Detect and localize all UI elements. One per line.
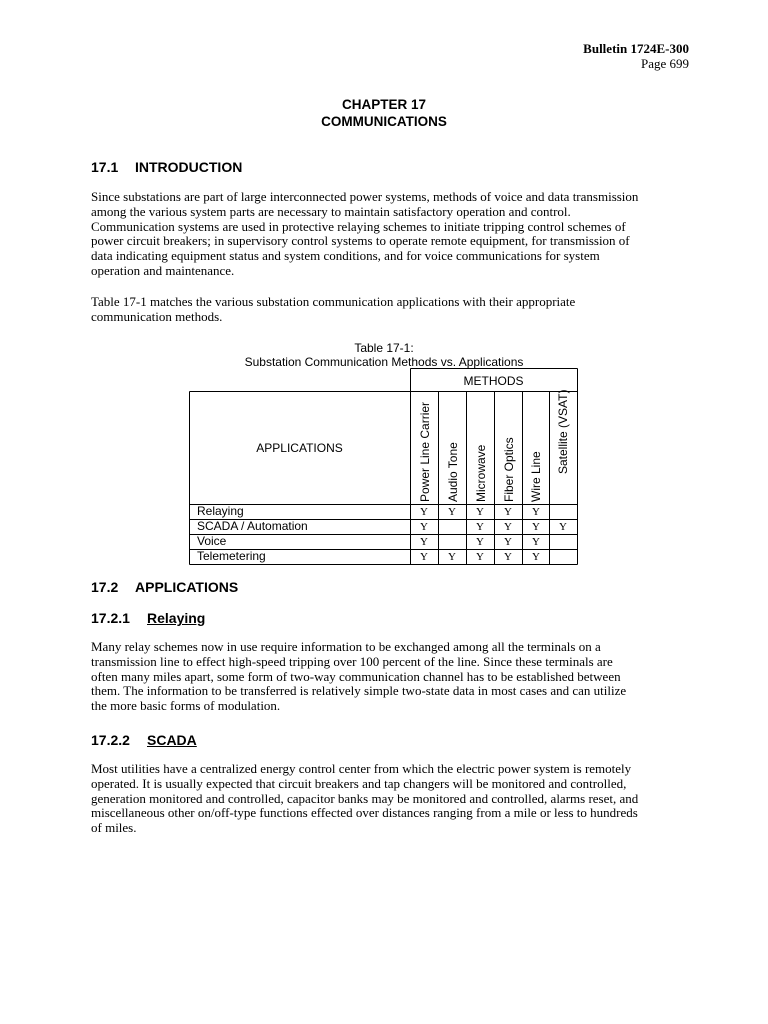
table-cell: Y xyxy=(448,551,456,563)
method-header-satellite-vsat: Satellite (VSAT) xyxy=(556,389,570,474)
table-cell: Y xyxy=(532,521,540,533)
table-cell: Y xyxy=(532,536,540,548)
table-cell: Y xyxy=(532,506,540,518)
text-line: power circuit breakers; in supervisory control systems to operate remote equipment, for transmission of xyxy=(91,233,630,249)
table-cell: Y xyxy=(504,506,512,518)
table-cell: Y xyxy=(504,521,512,533)
section-number: 17.1 xyxy=(91,159,119,175)
applications-header: APPLICATIONS xyxy=(256,441,343,455)
section-number: 17.2 xyxy=(91,579,119,595)
text-line: Communication systems are used in protective relaying schemes to initiate tripping control schemes of xyxy=(91,218,626,234)
section-heading-17-2 xyxy=(91,579,238,595)
section-title: SCADA xyxy=(147,732,197,748)
method-header-microwave: Microwave xyxy=(474,444,488,502)
table-caption-title: Substation Communication Methods vs. Applications xyxy=(244,355,524,369)
method-header-audio-tone: Audio Tone xyxy=(446,442,460,502)
text-line: often many miles apart, some form of two-way communication channel has to be established between xyxy=(91,668,621,684)
section-title: Relaying xyxy=(147,610,206,626)
table-cell: Y xyxy=(476,506,484,518)
section-number: 17.2.2 xyxy=(91,732,130,748)
table-cell: Y xyxy=(420,521,428,533)
table-cell: Y xyxy=(420,536,428,548)
table-cell: Y xyxy=(476,536,484,548)
relaying-paragraph xyxy=(91,640,681,714)
intro-paragraph-2 xyxy=(91,295,681,325)
section-heading-17-2-2 xyxy=(91,732,197,748)
table-cell: Y xyxy=(448,506,456,518)
intro-paragraph-1 xyxy=(91,190,681,279)
section-number: 17.2.1 xyxy=(91,610,130,626)
text-line: operated. It is usually expected that circuit breakers and tap changers will be monitored and controlled, xyxy=(91,775,627,791)
section-heading-17-2-1 xyxy=(91,610,205,626)
application-scada-automation: SCADA / Automation xyxy=(197,519,308,533)
text-line: operation and maintenance. xyxy=(91,262,235,278)
table-cell: Y xyxy=(504,551,512,563)
scada-paragraph xyxy=(91,762,681,836)
text-line: transmission line to effect high-speed tripping over 100 percent of the line. Since these terminals are xyxy=(91,653,613,669)
table-cell: Y xyxy=(420,551,428,563)
text-line: Since substations are part of large interconnected power systems, methods of voice and data transmission xyxy=(91,189,639,204)
table-cell: Y xyxy=(476,521,484,533)
text-line: them. The information to be transferred is relatively simple two-state data in most cases and can utilize xyxy=(91,683,627,699)
text-line: Most utilities have a centralized energy control center from which the electric power system is remotely xyxy=(91,761,632,776)
application-voice: Voice xyxy=(197,534,227,548)
chapter-number: CHAPTER 17 xyxy=(341,97,427,112)
method-header-power-line-carrier: Power Line Carrier xyxy=(418,401,432,502)
bulletin-number: Bulletin 1724E-300 xyxy=(583,41,689,56)
table-cell: Y xyxy=(476,551,484,563)
section-heading-17-1 xyxy=(91,159,242,175)
page-number: Page 699 xyxy=(640,56,689,71)
table-cell: Y xyxy=(420,506,428,518)
table-cell: Y xyxy=(504,536,512,548)
text-line: the more basic forms of modulation. xyxy=(91,698,281,714)
table-cell: Y xyxy=(532,551,540,563)
text-line: miscellaneous other on/off-type functions effected over distances ranging from a mile or less to hundreds xyxy=(91,805,638,821)
section-title: INTRODUCTION xyxy=(135,159,243,175)
method-header-wire-line: Wire Line xyxy=(529,451,543,502)
section-title: APPLICATIONS xyxy=(135,579,239,595)
text-line: among the various system parts are necessary to maintain satisfactory operation and control. xyxy=(91,203,571,219)
methods-header: METHODS xyxy=(463,374,524,388)
table-cell: Y xyxy=(559,521,567,533)
application-relaying: Relaying xyxy=(197,504,244,518)
application-telemetering: Telemetering xyxy=(197,549,266,563)
text-line: Many relay schemes now in use require information to be exchanged among all the terminals on a xyxy=(91,639,601,654)
chapter-title: COMMUNICATIONS xyxy=(321,114,447,129)
text-line: of miles. xyxy=(91,820,137,836)
text-line: Table 17-1 matches the various substation communication applications with their appropriate xyxy=(91,294,576,309)
text-line: generation monitored and controlled, capacitor banks may be monitored and controlled, alarms reset, and xyxy=(91,790,639,806)
text-line: communication methods. xyxy=(91,308,223,324)
method-header-fiber-optics: Fiber Optics xyxy=(502,437,516,502)
table-caption-number: Table 17-1: xyxy=(354,341,414,355)
text-line: data indicating equipment status and system conditions, and for voice communications for system xyxy=(91,248,600,264)
